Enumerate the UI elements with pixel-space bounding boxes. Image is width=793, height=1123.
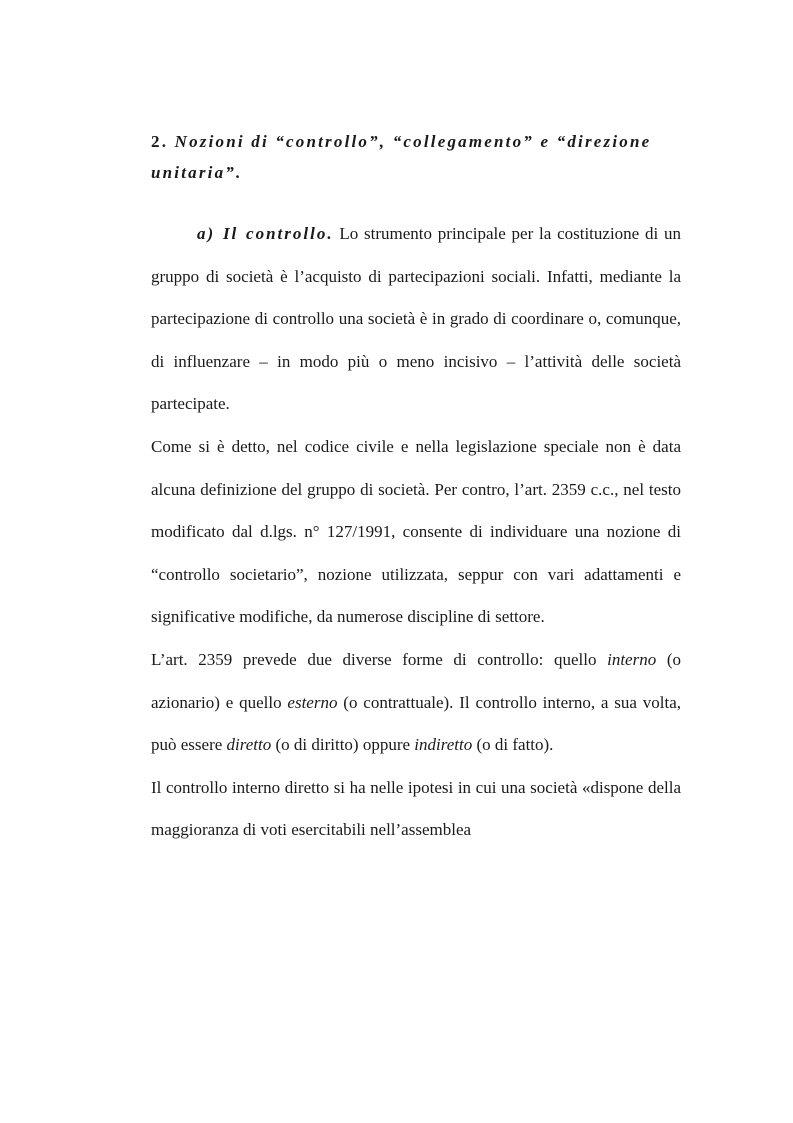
- paragraph-3: [151, 639, 681, 767]
- section-number: 2.: [151, 132, 169, 151]
- section-title: Nozioni di “controllo”, “collegamento” e “direzione unitaria”.: [151, 132, 652, 182]
- paragraph-3-text-1: L’art. 2359 prevede due diverse forme di controllo: quello: [151, 649, 608, 669]
- paragraph-4: Il controllo interno diretto si ha nelle ipotesi in cui una società «dispone della maggioranza di voti esercitabili nell’assemblea: [151, 777, 681, 840]
- term-indiretto: indiretto: [414, 735, 473, 755]
- subsection-run-in-heading: a) Il controllo.: [197, 224, 334, 243]
- paragraph-3-text-5: (o di fatto).: [472, 735, 554, 755]
- paragraph-2: Come si è detto, nel codice civile e nella legislazione speciale non è data alcuna definizione del gruppo di società. Per contro, l’art. 2359 c.c., nel testo modificato dal d.lgs. n° 127/1991, consente di individuare una nozione di “controllo societario”, nozione utilizzata, seppur con vari adattamenti e significative modifiche, da numerose discipline di settore.: [151, 436, 681, 627]
- paragraph-3-text-2: (o azionario) e quello: [151, 649, 681, 712]
- section-heading: [151, 126, 681, 188]
- body-text: [151, 213, 681, 852]
- term-diretto: diretto: [226, 735, 272, 755]
- paragraph-3-text-4: (o di diritto) oppure: [271, 735, 415, 755]
- paragraph-1: [151, 213, 681, 426]
- term-interno: interno: [607, 649, 657, 669]
- paragraph-3-text-3: (o contrattuale). Il controllo interno, a sua volta, può essere: [151, 692, 681, 755]
- paragraph-1-text: Lo strumento principale per la costituzione di un gruppo di società è l’acquisto di partecipazioni sociali. Infatti, mediante la partecipazione di controllo una società è in grado di coordinare o, comunque, di influenzare – in modo più o meno incisivo – l’attività delle società partecipate.: [151, 224, 681, 414]
- term-esterno: esterno: [287, 692, 338, 712]
